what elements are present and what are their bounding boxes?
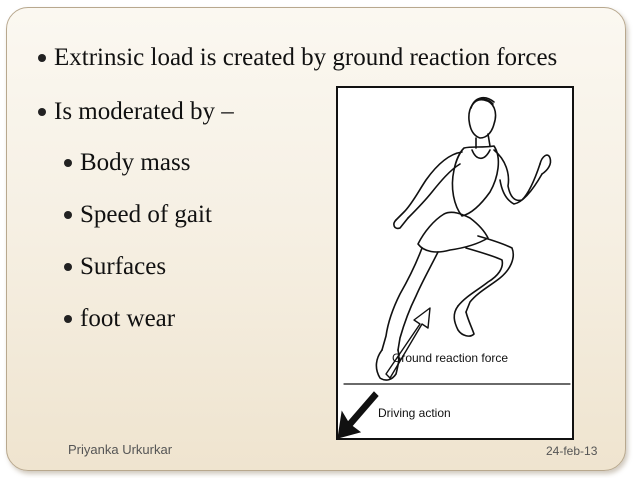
runner-illustration — [338, 88, 572, 438]
bullet-sub-4 — [64, 305, 175, 333]
footer-author: Priyanka Urkurkar — [68, 442, 173, 457]
bullet-dot-icon — [38, 54, 46, 62]
bullet-sub-1 — [64, 149, 190, 177]
bullet-text: Is moderated by – — [54, 98, 234, 125]
runner-shorts — [418, 212, 488, 252]
bullet-text: Speed of gait — [80, 201, 212, 228]
runner-back-leg — [382, 248, 438, 350]
bullet-dot-icon — [64, 211, 72, 219]
bullet-dot-icon — [64, 263, 72, 271]
bullet-main-1 — [38, 44, 557, 72]
bullet-text: Body mass — [80, 149, 191, 176]
runner-front-foot — [454, 306, 474, 336]
ground-reaction-arrow — [386, 308, 430, 378]
driving-action-arrow — [338, 392, 378, 438]
bullet-dot-icon — [64, 159, 72, 167]
driving-action-label: Driving action — [378, 406, 451, 420]
runner-front-hand — [540, 155, 551, 174]
runner-figure — [336, 86, 574, 440]
ground-reaction-label: Ground reaction force — [392, 351, 509, 365]
bullet-dot-icon — [38, 108, 46, 116]
bullet-dot-icon — [64, 315, 72, 323]
runner-front-arm — [494, 150, 542, 204]
bullet-text: foot wear — [80, 305, 176, 332]
bullet-text: Surfaces — [80, 253, 167, 280]
footer-date: 24-feb-13 — [546, 444, 598, 458]
bullet-main-2 — [38, 98, 234, 126]
bullet-sub-3 — [64, 253, 166, 281]
bullet-sub-2 — [64, 201, 212, 229]
bullet-text: Extrinsic load is created by ground reaction forces — [54, 44, 558, 71]
runner-front-leg — [458, 236, 513, 312]
runner-head — [469, 100, 496, 138]
